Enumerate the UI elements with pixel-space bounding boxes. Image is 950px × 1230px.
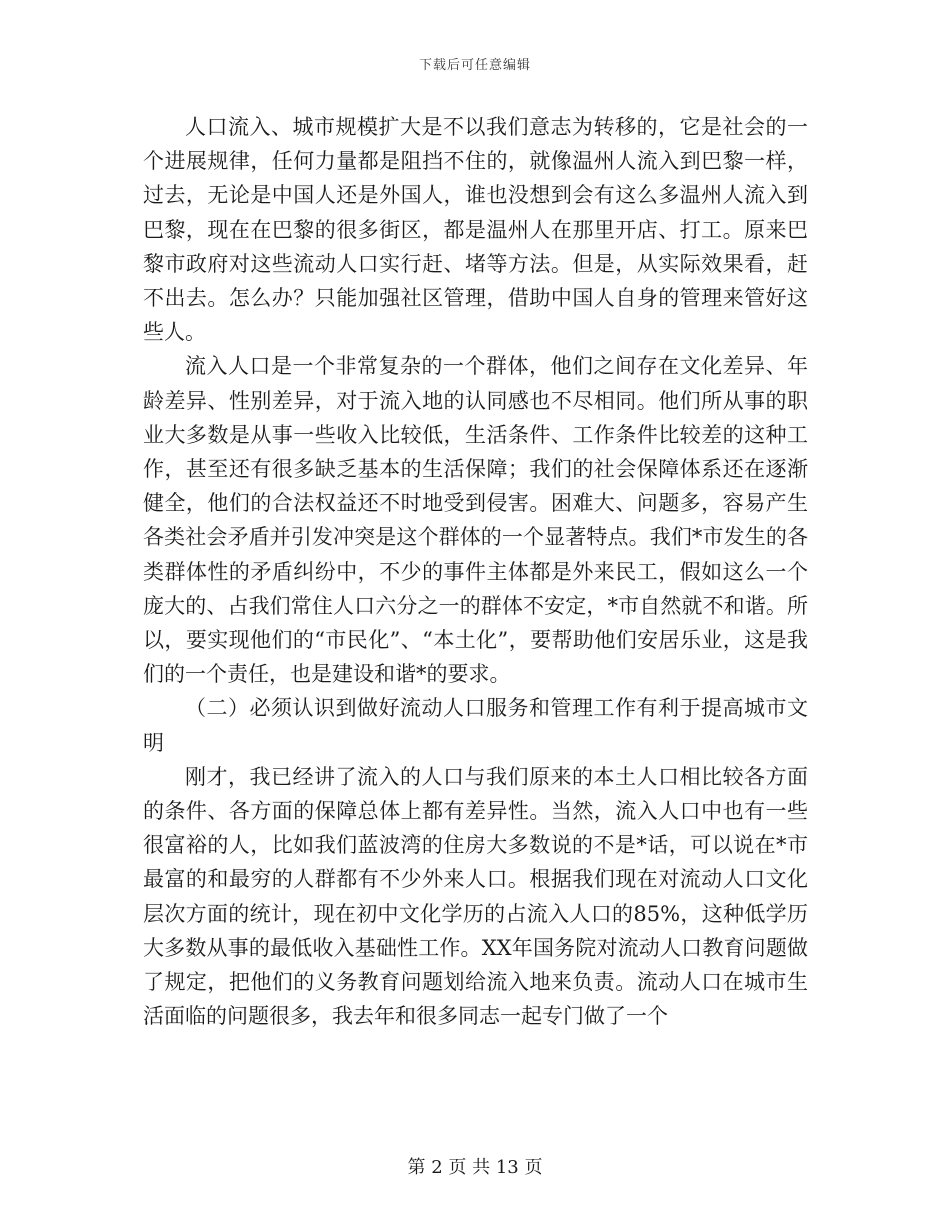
paragraph-1: 人口流入、城市规模扩大是不以我们意志为转移的，它是社会的一个进展规律，任何力量都是阻挡不住的，就像温州人流入到巴黎一样，过去，无论是中国人还是外国人，谁也没想到会有这么多温州人流入到巴黎，现在在巴黎的很多街区，都是温州人在那里开店、打工。原来巴黎市政府对这些流动人口实行赶、堵等方法。但是，从实际效果看，赶不出去。怎么办？只能加强社区管理，借助中国人自身的管理来管好这些人。 xyxy=(143,115,808,345)
paragraph-3: 刚才，我已经讲了流入的人口与我们原来的本土人口相比较各方面的条件、各方面的保障总体上都有差异性。当然，流入人口中也有一些很富裕的人，比如我们蓝波湾的住房大多数说的不是*话，可以说在*市最富的和最穷的人群都有不少外来人口。根据我们现在对流动人口文化层次方面的统计，现在初中文化学历的占流入人口的85%，这种低学历大多数从事的最低收入基础性工作。XX年国务院对流动人口教育问题做了规定，把他们的义务教育问题划给流入地来负责。流动人口在城市生活面临的问题很多，我去年和很多同志一起专门做了一个 xyxy=(143,764,808,1029)
document-body xyxy=(143,110,808,1033)
page-header: 下载后可任意编辑 xyxy=(418,58,531,73)
page-number: 第 2 页 共 13 页 xyxy=(407,1157,543,1178)
paragraph-2: 流入人口是一个非常复杂的一个群体，他们之间存在文化差异、年龄差异、性别差异，对于流入地的认同感也不尽相同。他们所从事的职业大多数是从事一些收入比较低，生活条件、工作条件比较差的这种工作，甚至还有很多缺乏基本的生活保障；我们的社会保障体系还在逐渐健全，他们的合法权益还不时地受到侵害。困难大、问题多，容易产生各类社会矛盾并引发冲突是这个群体的一个显著特点。我们*市发生的各类群体性的矛盾纠纷中，不少的事件主体都是外来民工，假如这么一个庞大的、占我们常住人口六分之一的群体不安定，*市自然就不和谐。所以，要实现他们的“市民化”、“本土化”，要帮助他们安居乐业，这是我们的一个责任，也是建设和谐*的要求。 xyxy=(143,354,808,687)
section-heading: （二）必须认识到做好流动人口服务和管理工作有利于提高城市文明 xyxy=(143,696,808,755)
